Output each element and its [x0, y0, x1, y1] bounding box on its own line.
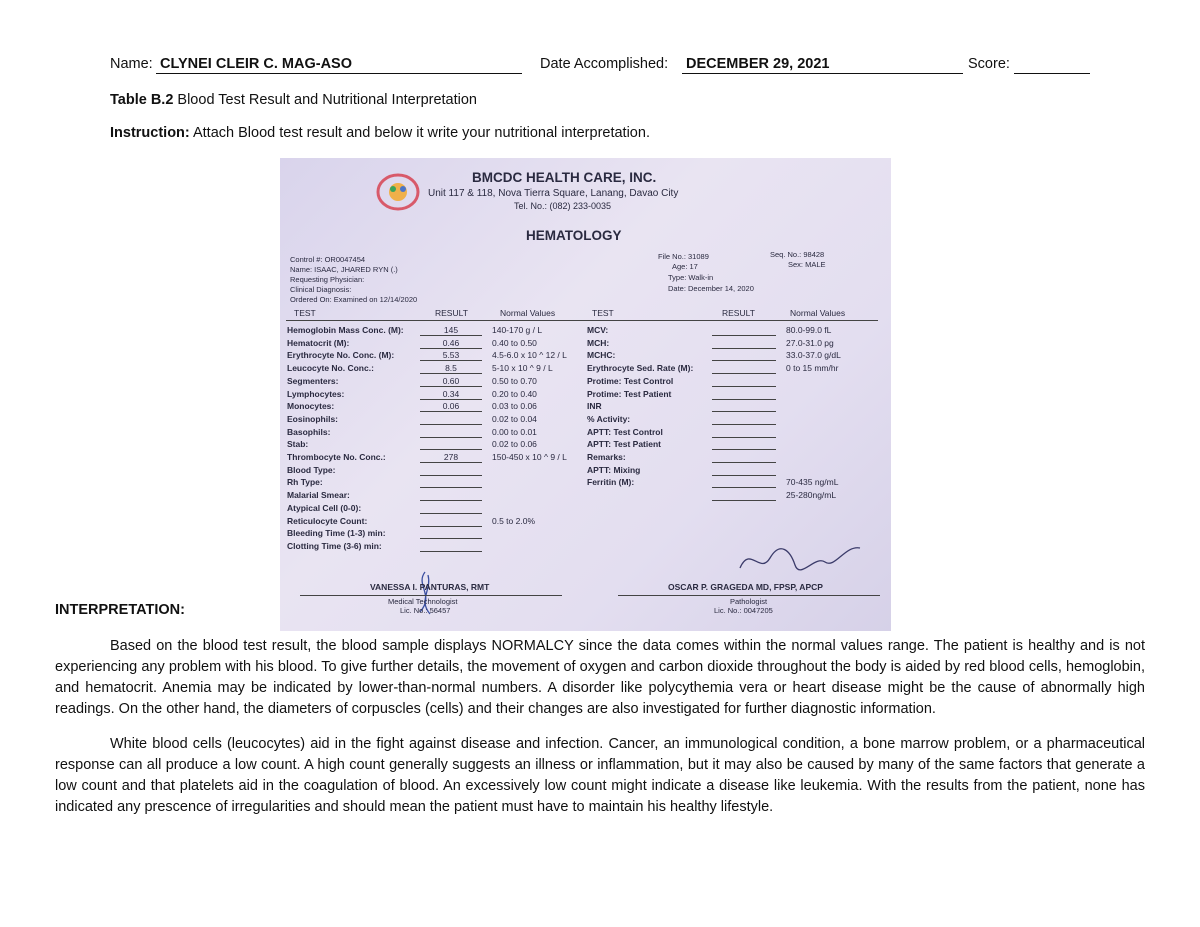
right-row-test: APTT: Test Control — [587, 426, 663, 437]
right-row-normal: 0 to 15 mm/hr — [786, 363, 839, 374]
col-test-right: TEST — [592, 308, 614, 318]
right-row-test: Protime: Test Control — [587, 375, 674, 386]
pathologist-lic: Lic. No.: 0047205 — [714, 606, 773, 615]
left-row-test: Hematocrit (M): — [287, 337, 350, 348]
right-row-result — [712, 376, 776, 387]
left-row-test: Atypical Cell (0-0): — [287, 502, 362, 513]
left-row-normal: 140-170 g / L — [492, 325, 543, 335]
pathologist-signature-icon — [735, 540, 865, 580]
right-row-result — [712, 427, 776, 438]
left-row-result — [420, 516, 482, 527]
left-row-normal: 150-450 x 10 ^ 9 / L — [492, 452, 567, 462]
left-row-normal: 0.02 to 0.06 — [492, 439, 537, 450]
left-row-result — [420, 465, 482, 476]
col-result: RESULT — [435, 308, 468, 318]
right-row-result — [712, 363, 776, 374]
paragraph-2: White blood cells (leucocytes) aid in the fight against disease and infection. Cancer, an immunological condition, a bone marrow problem, or a pharmaceutical response can all produce a low count. A high count generally suggests an illness or inflammation, but it may also be caused by many of the same factors that generate a low count and that platelets aid in the coagulation of blood. An excessively low count might indicate a disease like leukemia. With the results from the patient, none has indicated any prescence of irregularities and should mean the patient must have to maintain his healthy lifestyle. — [55, 736, 1145, 815]
right-row-result — [712, 389, 776, 400]
left-row-result: 0.06 — [420, 401, 482, 412]
header-rule — [286, 320, 878, 321]
left-row-result — [420, 439, 482, 450]
left-row-result: 0.46 — [420, 338, 482, 349]
interpretation-heading: INTERPRETATION: — [55, 602, 185, 618]
left-row-test: Thrombocyte No. Conc.: — [287, 452, 386, 462]
sex: Sex: MALE — [788, 260, 826, 269]
left-row-test: Erythrocyte No. Conc. (M): — [287, 350, 395, 361]
medtech-role: Medical Technologist — [388, 597, 458, 606]
left-row-result — [420, 541, 482, 552]
right-sign-line — [618, 595, 880, 596]
right-row-result — [712, 452, 776, 463]
seq-no: Seq. No.: 98428 — [770, 250, 825, 259]
patient-name: Name: ISAAC, JHARED RYN (.) — [290, 265, 398, 274]
right-row-test: Ferritin (M): — [587, 477, 635, 488]
right-row-test: MCH: — [587, 337, 610, 348]
right-row-test: APTT: Test Patient — [587, 439, 661, 450]
left-row-result — [420, 477, 482, 488]
col-result-right: RESULT — [722, 308, 755, 318]
medtech-name: VANESSA I. PANTURAS, RMT — [370, 582, 490, 592]
file-no: File No.: 31089 — [658, 252, 709, 261]
score-label: Score: — [968, 56, 1010, 72]
col-normal-right: Normal Values — [790, 308, 846, 318]
table-title: Table B.2 Blood Test Result and Nutritional Interpretation — [110, 92, 477, 108]
type: Type: Walk-in — [668, 273, 714, 282]
name-label: Name: — [110, 56, 153, 72]
right-row-result — [712, 401, 776, 412]
right-row-test: % Activity: — [587, 413, 631, 424]
right-row-result — [712, 350, 776, 361]
right-row-test: Protime: Test Patient — [587, 388, 672, 399]
left-row-normal: 0.03 to 0.06 — [492, 401, 537, 412]
date-value: DECEMBER 29, 2021 — [682, 56, 963, 74]
blood-test-photo — [280, 158, 891, 631]
left-row-test: Segmenters: — [287, 375, 339, 386]
right-row-normal: 80.0-99.0 fL — [786, 325, 832, 335]
requesting-physician: Requesting Physician: — [290, 275, 365, 284]
left-row-normal: 0.02 to 0.04 — [492, 413, 537, 424]
ordered-on: Ordered On: Examined on 12/14/2020 — [290, 295, 418, 304]
right-row-result — [712, 338, 776, 349]
clinical-diagnosis: Clinical Diagnosis: — [290, 285, 352, 294]
left-row-normal: 0.40 to 0.50 — [492, 337, 537, 348]
right-row-normal: 33.0-37.0 g/dL — [786, 350, 841, 361]
right-row-test: Erythrocyte Sed. Rate (M): — [587, 363, 694, 374]
right-row-result — [712, 490, 776, 501]
left-row-result: 0.60 — [420, 376, 482, 387]
left-row-normal: 0.5 to 2.0% — [492, 515, 536, 526]
left-row-normal: 0.50 to 0.70 — [492, 375, 537, 386]
left-row-test: Hemoglobin Mass Conc. (M): — [287, 325, 404, 335]
right-row-result — [712, 465, 776, 476]
left-row-normal: 4.5-6.0 x 10 ^ 12 / L — [492, 350, 567, 361]
name-value: CLYNEI CLEIR C. MAG-ASO — [156, 56, 522, 74]
right-row-normal: 27.0-31.0 pg — [786, 337, 834, 348]
left-row-test: Stab: — [287, 439, 309, 450]
right-row-result — [712, 439, 776, 450]
right-row-normal: 70-435 ng/mL — [786, 477, 839, 488]
right-row-test: MCHC: — [587, 350, 616, 361]
left-row-test: Monocytes: — [287, 401, 335, 412]
left-row-result: 145 — [420, 325, 482, 336]
left-row-normal: 0.00 to 0.01 — [492, 426, 537, 437]
paragraph-1: Based on the blood test result, the blood sample displays NORMALCY since the data comes within the normal values range. The patient is healthy and is not experiencing any problem with his blood. To give further details, the movement of oxygen and carbon dioxide throughout the body is aided by red blood cells, hemoglobin, and hematocrit. Anemia may be indicated by lower-than-normal numbers. A disorder like polycythemia vera or heart disease might be the cause of abnormally high readings. On the other hand, the diameters of corpuscles (cells) and their changes are also investigated for further diagnostic information. — [55, 638, 1145, 717]
pathologist-name: OSCAR P. GRAGEDA MD, FPSP, APCP — [668, 582, 823, 592]
left-row-result: 5.53 — [420, 350, 482, 361]
left-row-test: Leucocyte No. Conc.: — [287, 363, 374, 374]
left-sign-line — [300, 595, 562, 596]
company-address: Unit 117 & 118, Nova Tierra Square, Lanang, Davao City — [428, 188, 679, 199]
left-row-test: Eosinophils: — [287, 413, 338, 424]
left-row-normal: 5-10 x 10 ^ 9 / L — [492, 363, 553, 374]
col-test: TEST — [294, 308, 316, 318]
right-row-test: MCV: — [587, 325, 609, 335]
left-row-normal: 0.20 to 0.40 — [492, 388, 537, 399]
instruction: Instruction: Attach Blood test result and below it write your nutritional interpretation. — [110, 125, 650, 141]
left-row-test: Rh Type: — [287, 477, 323, 488]
left-row-result: 278 — [420, 452, 482, 463]
left-row-test: Malarial Smear: — [287, 490, 350, 501]
left-row-test: Lymphocytes: — [287, 388, 345, 399]
right-row-test: APTT: Mixing — [587, 464, 641, 475]
left-row-test: Basophils: — [287, 426, 331, 437]
right-row-test: INR — [587, 401, 602, 412]
dept-title: HEMATOLOGY — [526, 228, 622, 243]
company-tel: Tel. No.: (082) 233-0035 — [514, 201, 612, 211]
score-value — [1014, 56, 1090, 74]
right-row-result — [712, 414, 776, 425]
left-row-result: 0.34 — [420, 389, 482, 400]
date-label: Date Accomplished: — [540, 56, 669, 72]
right-row-result — [712, 477, 776, 488]
left-row-result — [420, 490, 482, 501]
pathologist-role: Pathologist — [730, 597, 768, 606]
control-no: Control #: OR0047454 — [290, 255, 366, 264]
left-row-test: Blood Type: — [287, 464, 336, 475]
right-row-result — [712, 325, 776, 336]
left-row-test: Bleeding Time (1-3) min: — [287, 528, 386, 539]
right-row-test: Remarks: — [587, 452, 626, 462]
left-row-test: Clotting Time (3-6) min: — [287, 540, 382, 551]
left-row-result — [420, 503, 482, 514]
left-row-result — [420, 414, 482, 425]
age: Age: 17 — [672, 262, 698, 271]
company-name: BMCDC HEALTH CARE, INC. — [472, 170, 657, 185]
left-row-result — [420, 427, 482, 438]
left-row-test: Reticulocyte Count: — [287, 515, 368, 526]
report-date: Date: December 14, 2020 — [668, 284, 754, 293]
clinic-logo-icon — [375, 172, 421, 212]
col-normal: Normal Values — [500, 308, 556, 318]
right-row-normal: 25-280ng/mL — [786, 490, 837, 501]
left-row-result — [420, 528, 482, 539]
medtech-lic: Lic. No.: 56457 — [400, 606, 451, 615]
left-row-result: 8.5 — [420, 363, 482, 374]
